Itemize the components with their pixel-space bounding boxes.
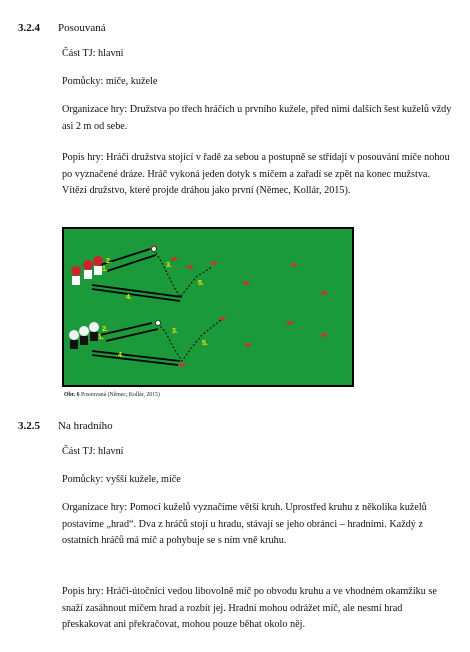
cone bbox=[244, 282, 249, 285]
cone bbox=[288, 322, 293, 325]
figure-caption bbox=[64, 392, 160, 398]
cone bbox=[172, 258, 177, 261]
section-title: Na hradního bbox=[58, 420, 113, 432]
tools-line: Pomůcky: míče, kužele bbox=[62, 76, 158, 87]
player-shorts bbox=[80, 336, 88, 345]
step-label: 1. bbox=[98, 334, 104, 341]
cone bbox=[292, 264, 297, 267]
step-label: 1. bbox=[102, 266, 108, 273]
organization-paragraph: Organizace hry: Pomocí kuželů vyznačíme větší kruh. Uprostřed kruhu z několika kuželů postavíme „hrad“. Dva z hráčů stojí u hradu, stávají se jeho obránci – hradními. Každý z ostatních hráčů má míč a pohybuje se s ním vně kruhu. bbox=[62, 502, 427, 546]
description-paragraph: Popis hry: Hráči družstva stojící v řadě za sebou a postupně se střídají v posouvání míče nohou po vyznačené dráze. Hráč vykoná jeden dotyk s míčem a zařadí se zpět na konec mužstva. Vítězí družstvo, které projde dráhou jako první (Němec, Kollár, 2015). bbox=[62, 152, 450, 196]
section-number: 3.2.5 bbox=[18, 420, 40, 432]
step-label: 4. bbox=[126, 294, 132, 301]
figure-drill-diagram bbox=[62, 227, 354, 387]
player bbox=[79, 326, 89, 336]
cone bbox=[188, 266, 193, 269]
cone bbox=[180, 364, 185, 367]
section-heading-3-2-5 bbox=[18, 420, 113, 432]
step-label: 3. bbox=[166, 262, 172, 269]
step-label: 3. bbox=[172, 328, 178, 335]
tools-line: Pomůcky: vyšší kužele, míče bbox=[62, 474, 181, 485]
player-shorts bbox=[72, 276, 80, 285]
section-title: Posouvaná bbox=[58, 22, 106, 34]
player-shorts bbox=[94, 266, 102, 275]
ball bbox=[152, 247, 157, 252]
step-label: 5. bbox=[202, 340, 208, 347]
soccer-field bbox=[64, 229, 352, 385]
cone bbox=[322, 334, 327, 337]
player-shorts bbox=[70, 340, 78, 349]
section-heading-3-2-4 bbox=[18, 22, 106, 34]
step-label: 5. bbox=[198, 280, 204, 287]
step-label: 2. bbox=[102, 326, 108, 333]
player bbox=[93, 256, 103, 266]
player bbox=[71, 266, 81, 276]
player-shorts bbox=[90, 332, 98, 341]
cone bbox=[246, 344, 251, 347]
part-line: Část TJ: hlavní bbox=[62, 446, 124, 457]
player-shorts bbox=[84, 270, 92, 279]
cone bbox=[212, 262, 217, 265]
player bbox=[83, 260, 93, 270]
section-number: 3.2.4 bbox=[18, 22, 40, 34]
caption-label: Obr. 6 bbox=[64, 392, 80, 398]
part-line: Část TJ: hlavní bbox=[62, 48, 124, 59]
player bbox=[69, 330, 79, 340]
step-label: 2. bbox=[106, 258, 112, 265]
ball bbox=[156, 321, 161, 326]
player bbox=[89, 322, 99, 332]
organization-paragraph: Organizace hry: Družstva po třech hráčích u prvního kužele, před nimi dalších šest kuželů vždy asi 2 m od sebe. bbox=[62, 104, 452, 132]
description-paragraph: Popis hry: Hráči-útočníci vedou libovolně míč po obvodu kruhu a ve vhodném okamžiku se snaží zasáhnout míčem hrad a rozbít jej. Hradní mohou odrážet míč, ale nesmí hrad přeskakovat ani překračovat, mohou pouze běhat okolo něj. bbox=[62, 586, 437, 630]
step-label: 4. bbox=[118, 352, 124, 359]
cone bbox=[322, 292, 327, 295]
caption-text: Posouvaná (Němec, Kollár, 2015) bbox=[81, 392, 160, 398]
